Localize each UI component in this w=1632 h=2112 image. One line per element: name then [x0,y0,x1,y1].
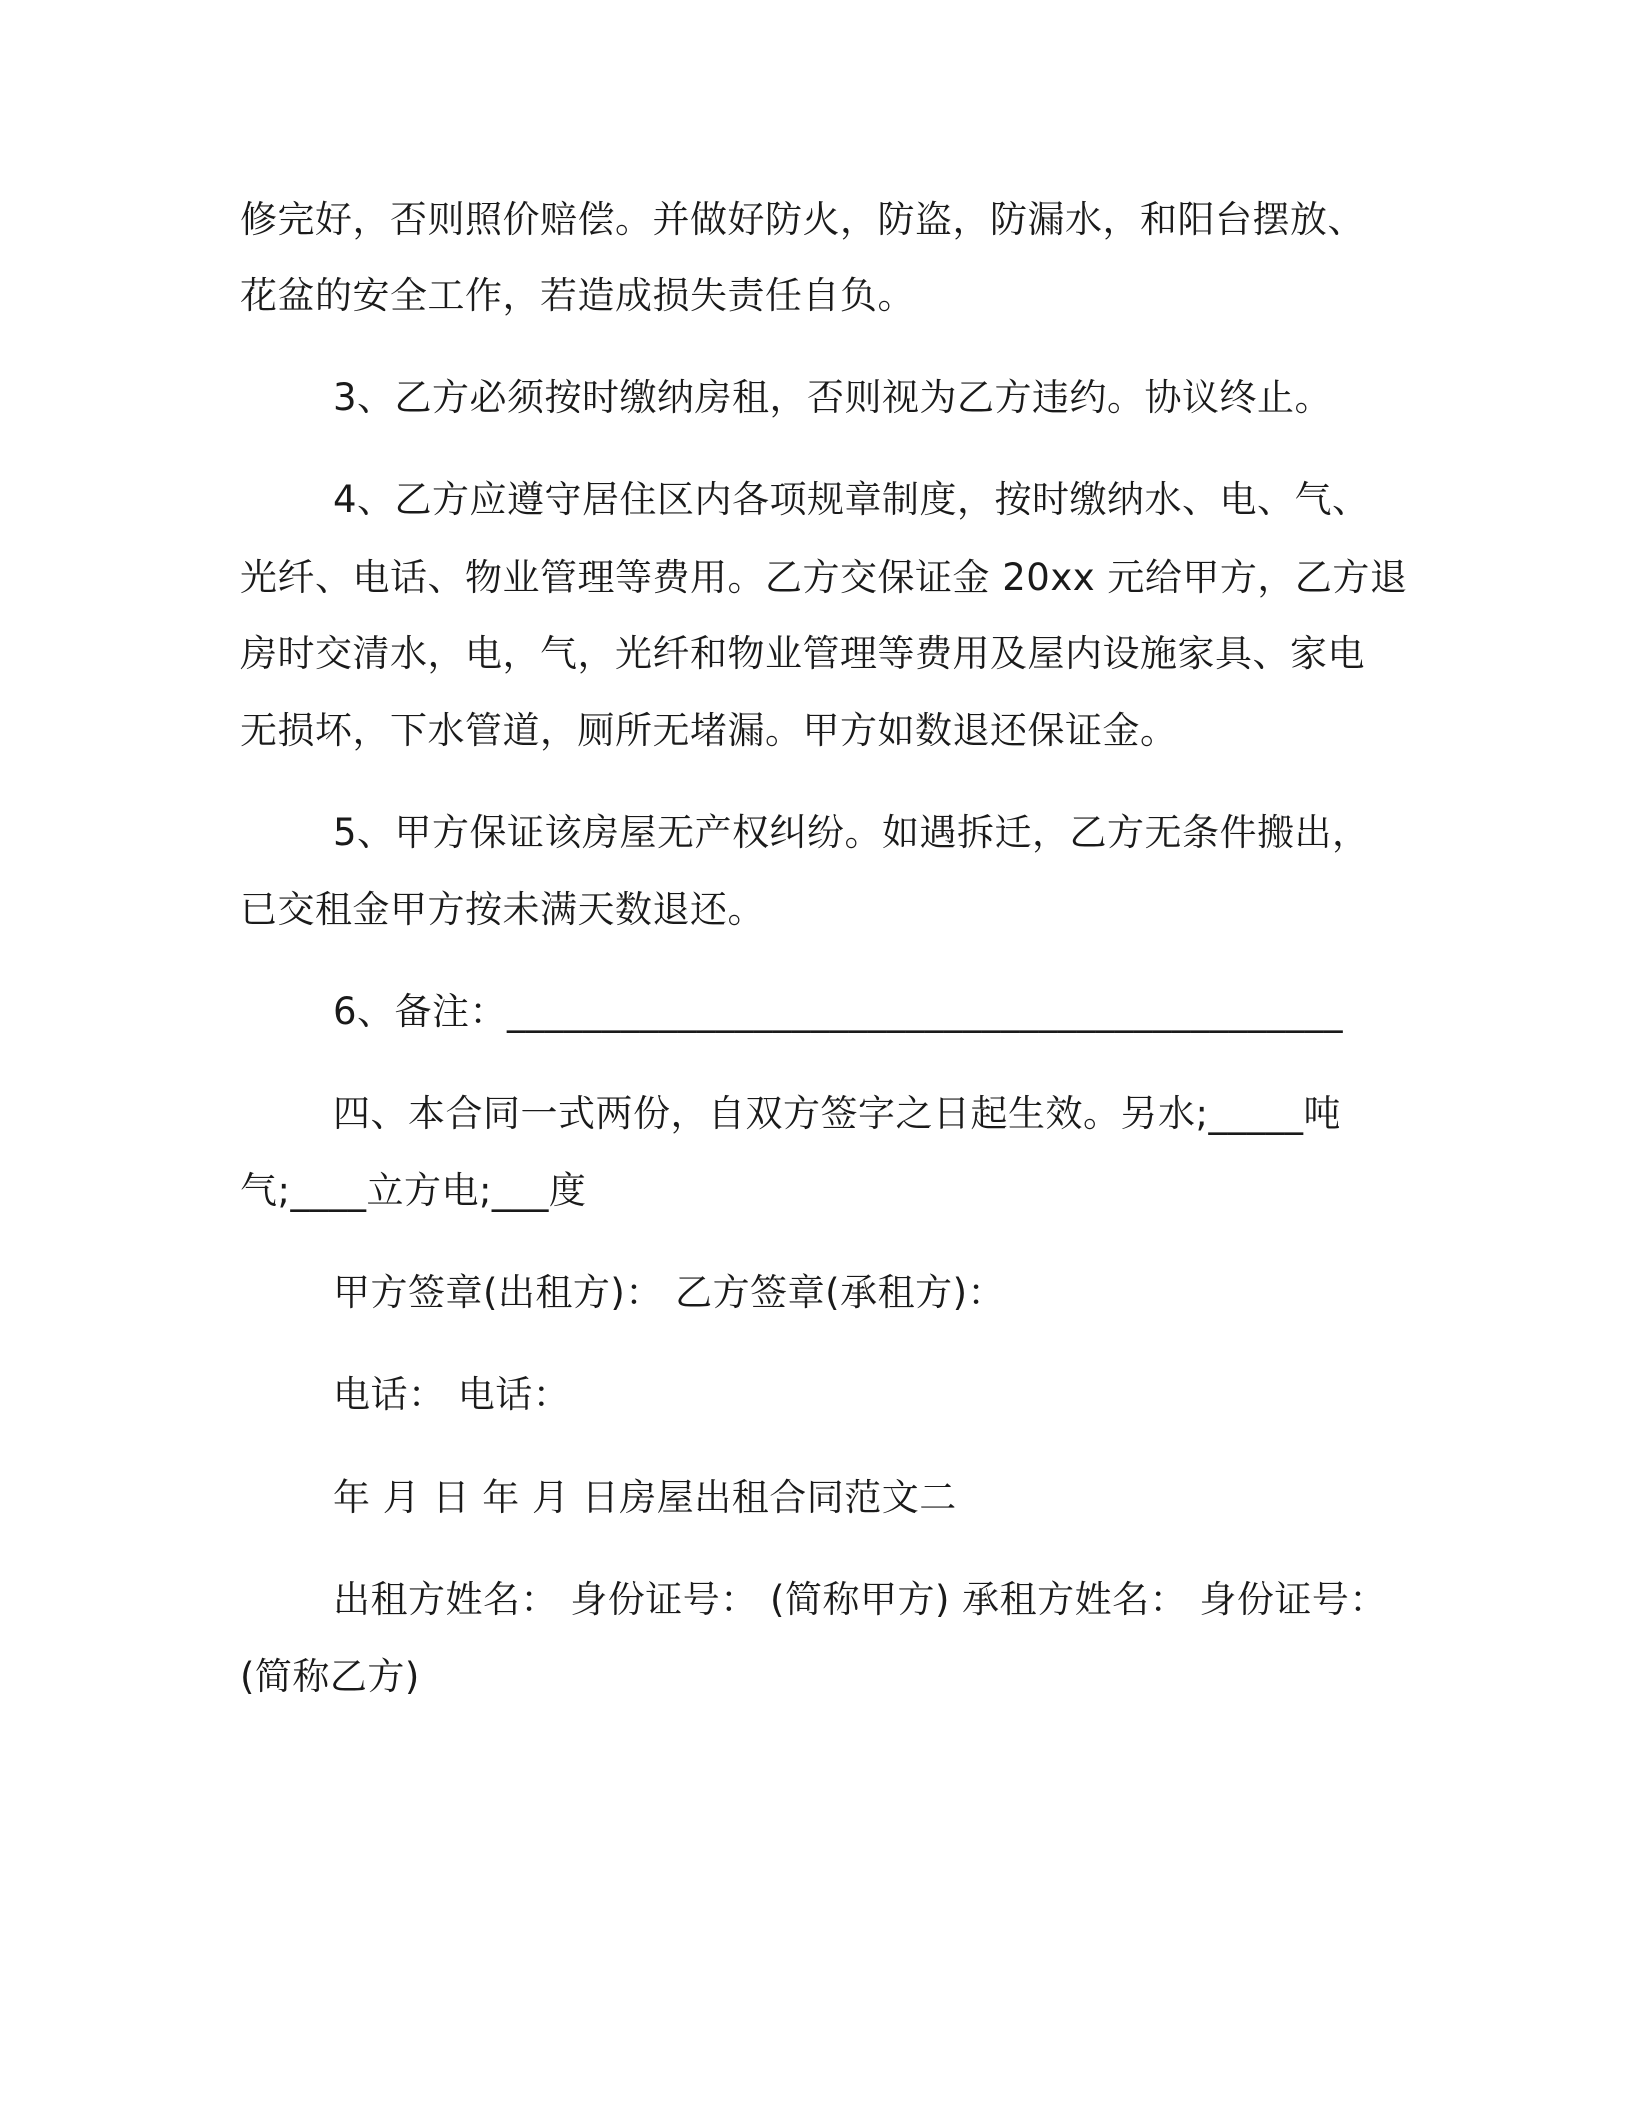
text-line: (简称乙方) [240,1655,420,1698]
text-line: 电话： 电话： [333,1373,571,1416]
text-line: 光纤、电话、物业管理等费用。乙方交保证金 20xx 元给甲方，乙方退 [240,556,1408,599]
text-line: 甲方签章(出租方)： 乙方签章(承租方)： [333,1271,1006,1314]
text-line: 3、乙方必须按时缴纳房租，否则视为乙方违约。协议终止。 [333,376,1333,419]
text-line: 年 月 日 年 月 日房屋出租合同范文二 [333,1476,957,1519]
text-line: 房时交清水，电，气，光纤和物业管理等费用及屋内设施家具、家电 [240,632,1365,675]
text-line: 四、本合同一式两份，自双方签字之日起生效。另水;_____吨 [333,1092,1341,1135]
text-line: 5、甲方保证该房屋无产权纠纷。如遇拆迁，乙方无条件搬出， [333,811,1370,854]
text-line: 6、备注：____________________________________________ [333,990,1344,1033]
text-line: 已交租金甲方按未满天数退还。 [240,888,765,931]
text-line: 无损坏，下水管道，厕所无堵漏。甲方如数退还保证金。 [240,709,1178,752]
text-line: 出租方姓名： 身份证号： (简称甲方) 承租方姓名： 身份证号： [333,1578,1387,1621]
text-line: 修完好，否则照价赔偿。并做好防火，防盗，防漏水，和阳台摆放、 [240,198,1365,241]
text-line: 4、乙方应遵守居住区内各项规章制度，按时缴纳水、电、气、 [333,478,1370,521]
text-line: 花盆的安全工作，若造成损失责任自负。 [240,274,915,317]
text-line: 气;____立方电;___度 [240,1169,587,1212]
